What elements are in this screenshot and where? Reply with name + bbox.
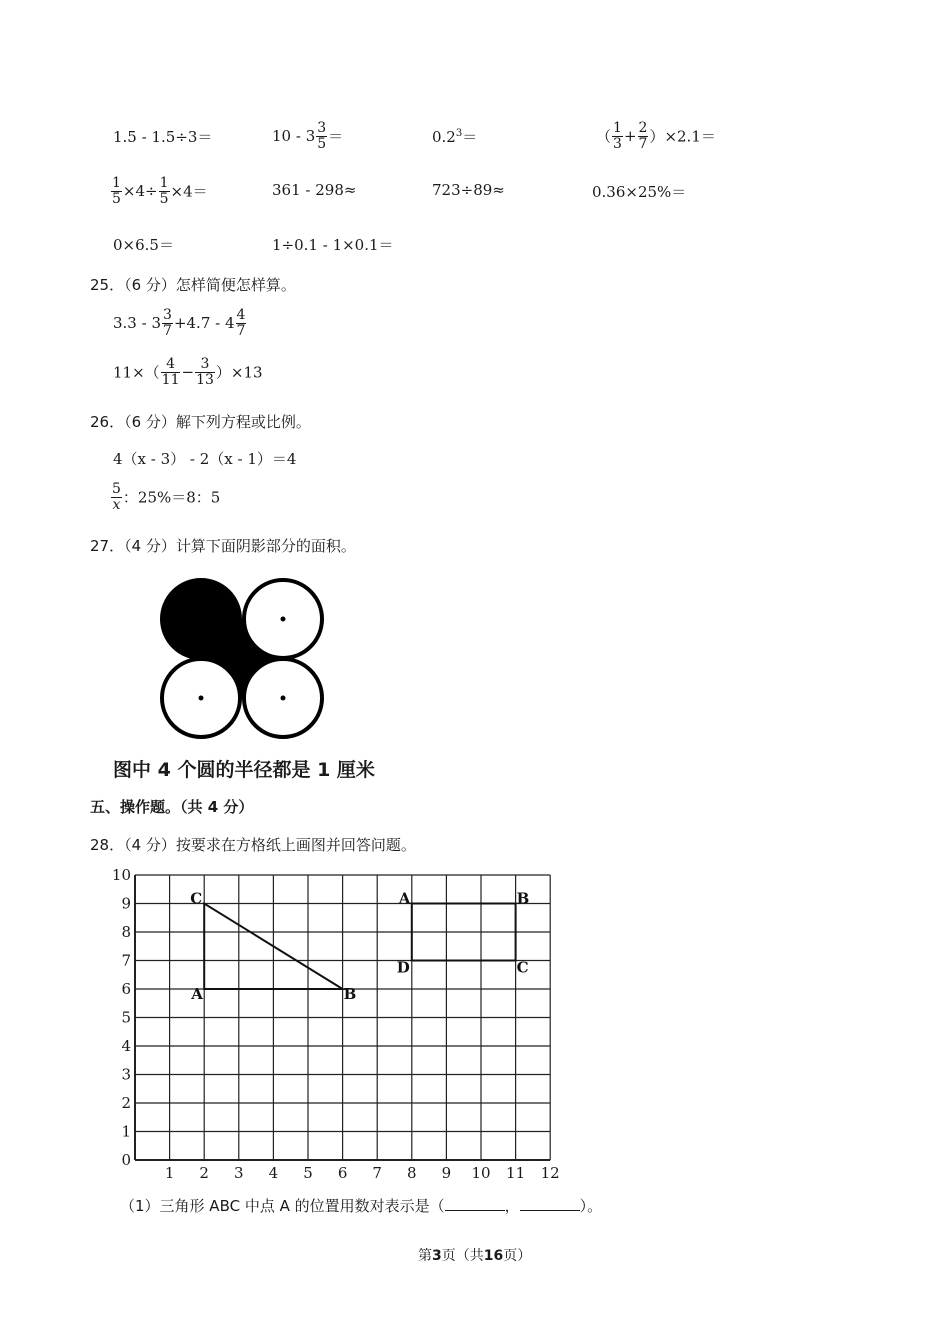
q25-expr2: 11×（ $\frac{4}{11}$ − $\frac{3}{13}$ ）×13 xyxy=(113,356,263,388)
y-tick-label: 2 xyxy=(121,1094,131,1112)
q27-caption: 图中 4 个圆的半径都是 1 厘米 xyxy=(113,759,375,781)
q28-title: 28．（4 分）按要求在方格纸上画图并回答问题。 xyxy=(90,836,416,854)
calc-r1-d: （ $\frac{1}{3}$ + $\frac{2}{7}$ ）×2.1＝ xyxy=(596,120,716,152)
calc-r2-a: $\frac{1}{5}$ ×4÷ $\frac{1}{5}$ ×4＝ xyxy=(112,175,208,207)
y-tick-label: 0 xyxy=(121,1151,131,1169)
section5-title: 五、操作题。（共 4 分） xyxy=(90,798,254,816)
x-tick-label: 10 xyxy=(471,1164,491,1182)
total-pages: 16 xyxy=(483,1248,504,1264)
q26-proportion-frac: $\frac{5}{x}$ xyxy=(112,481,121,513)
y-tick-label: 4 xyxy=(121,1037,131,1055)
x-tick-label: 2 xyxy=(199,1164,209,1182)
triangle-label-c: C xyxy=(190,889,203,908)
y-tick-label: 6 xyxy=(121,980,131,998)
grid-tick-labels xyxy=(112,866,560,1182)
calc-r3-b: 1÷0.1 - 1×0.1＝ xyxy=(272,236,394,254)
x-tick-label: 11 xyxy=(506,1164,526,1182)
calc-r1-b-fraction: $\frac{3}{5}$ xyxy=(317,120,327,152)
y-tick-label: 10 xyxy=(111,866,131,884)
grid-point-labels xyxy=(190,890,529,1004)
grid-lines xyxy=(135,875,550,1160)
x-tick-label: 5 xyxy=(303,1164,313,1182)
x-tick-label: 6 xyxy=(337,1164,348,1182)
y-tick-label: 1 xyxy=(121,1122,131,1141)
calc-r2-a-frac1: $\frac{1}{5}$ xyxy=(112,175,121,207)
answer-blank-2[interactable] xyxy=(520,1196,580,1211)
q26-proportion: $\frac{5}{x}$ ：25%＝8：5 xyxy=(112,481,221,513)
rectangle-label-c: C xyxy=(516,958,529,977)
x-tick-label: 9 xyxy=(441,1164,452,1182)
current-page: 3 xyxy=(432,1248,442,1264)
rectangle-label-b: B xyxy=(516,889,530,908)
calc-r1-d-frac1: $\frac{1}{3}$ xyxy=(613,120,622,152)
y-tick-label: 7 xyxy=(121,951,131,970)
grid-shapes xyxy=(204,904,515,990)
q26-equation: 4（x - 3） - 2（x - 1）＝4 xyxy=(113,450,297,468)
q25-expr1-frac1: $\frac{3}{7}$ xyxy=(163,307,172,339)
q28-sub1: （1）三角形 ABC 中点 A 的位置用数对表示是（ ， ）。 xyxy=(120,1197,603,1215)
q25-expr1-frac2: $\frac{4}{7}$ xyxy=(236,307,246,339)
q25-title: 25．（6 分）怎样简便怎样算。 xyxy=(90,276,296,294)
triangle-label-a: A xyxy=(191,985,203,1003)
q26-title: 26．（6 分）解下列方程或比例。 xyxy=(90,413,311,431)
y-tick-label: 8 xyxy=(121,923,131,941)
calc-r2-d: 0.36×25%＝ xyxy=(592,183,687,201)
x-tick-label: 8 xyxy=(407,1164,417,1182)
center-dot-bottom-right xyxy=(281,696,286,701)
shaded-circle-top-left xyxy=(162,580,240,658)
y-tick-label: 9 xyxy=(121,894,131,913)
q25-expr1: 3.3 - 3 $\frac{3}{7}$ +4.7 - 4 $\frac{4}{7}$ xyxy=(113,307,246,339)
rectangle-label-a: A xyxy=(398,889,411,908)
coordinate-grid xyxy=(105,862,575,1187)
q27-title: 27．（4 分）计算下面阴影部分的面积。 xyxy=(90,537,356,555)
answer-blank-1[interactable] xyxy=(445,1196,505,1211)
calc-r1-b xyxy=(272,121,343,151)
triangle-label-b: B xyxy=(343,985,357,1003)
calc-r1-c: $0.2^3=$ xyxy=(432,128,478,146)
calc-r1-b-post: ＝ xyxy=(328,127,344,146)
calc-r2-c: 723÷89≈ xyxy=(432,181,505,199)
x-tick-label: 3 xyxy=(234,1164,244,1182)
x-tick-label: 7 xyxy=(372,1164,382,1182)
x-tick-label: 12 xyxy=(540,1164,560,1182)
calc-r1-b-pre: 10 - 3 xyxy=(272,127,316,146)
calc-r3-a: 0×6.5＝ xyxy=(113,236,174,254)
rectangle-label-d: D xyxy=(396,958,410,977)
y-tick-label: 3 xyxy=(121,1065,131,1084)
calc-r2-a-frac2: $\frac{1}{5}$ xyxy=(159,175,169,207)
x-tick-label: 4 xyxy=(268,1164,279,1182)
q25-expr2-frac1: $\frac{4}{11}$ xyxy=(161,356,180,388)
calc-r1-d-frac2: $\frac{2}{7}$ xyxy=(638,120,648,152)
page-footer: 第3页（共16页） xyxy=(418,1248,532,1264)
four-circles-figure xyxy=(150,570,335,740)
calc-r1-c-exponent: 3 xyxy=(455,128,463,139)
y-tick-label: 5 xyxy=(121,1008,131,1027)
x-tick-label: 1 xyxy=(164,1164,175,1182)
calc-r2-b: 361 - 298≈ xyxy=(272,181,357,199)
center-dot-top-right xyxy=(281,617,286,622)
calc-r1-a: 1.5 - 1.5÷3＝ xyxy=(113,128,213,146)
q25-expr2-frac2: $\frac{3}{13}$ xyxy=(196,356,214,388)
center-dot-bottom-left xyxy=(199,696,204,701)
